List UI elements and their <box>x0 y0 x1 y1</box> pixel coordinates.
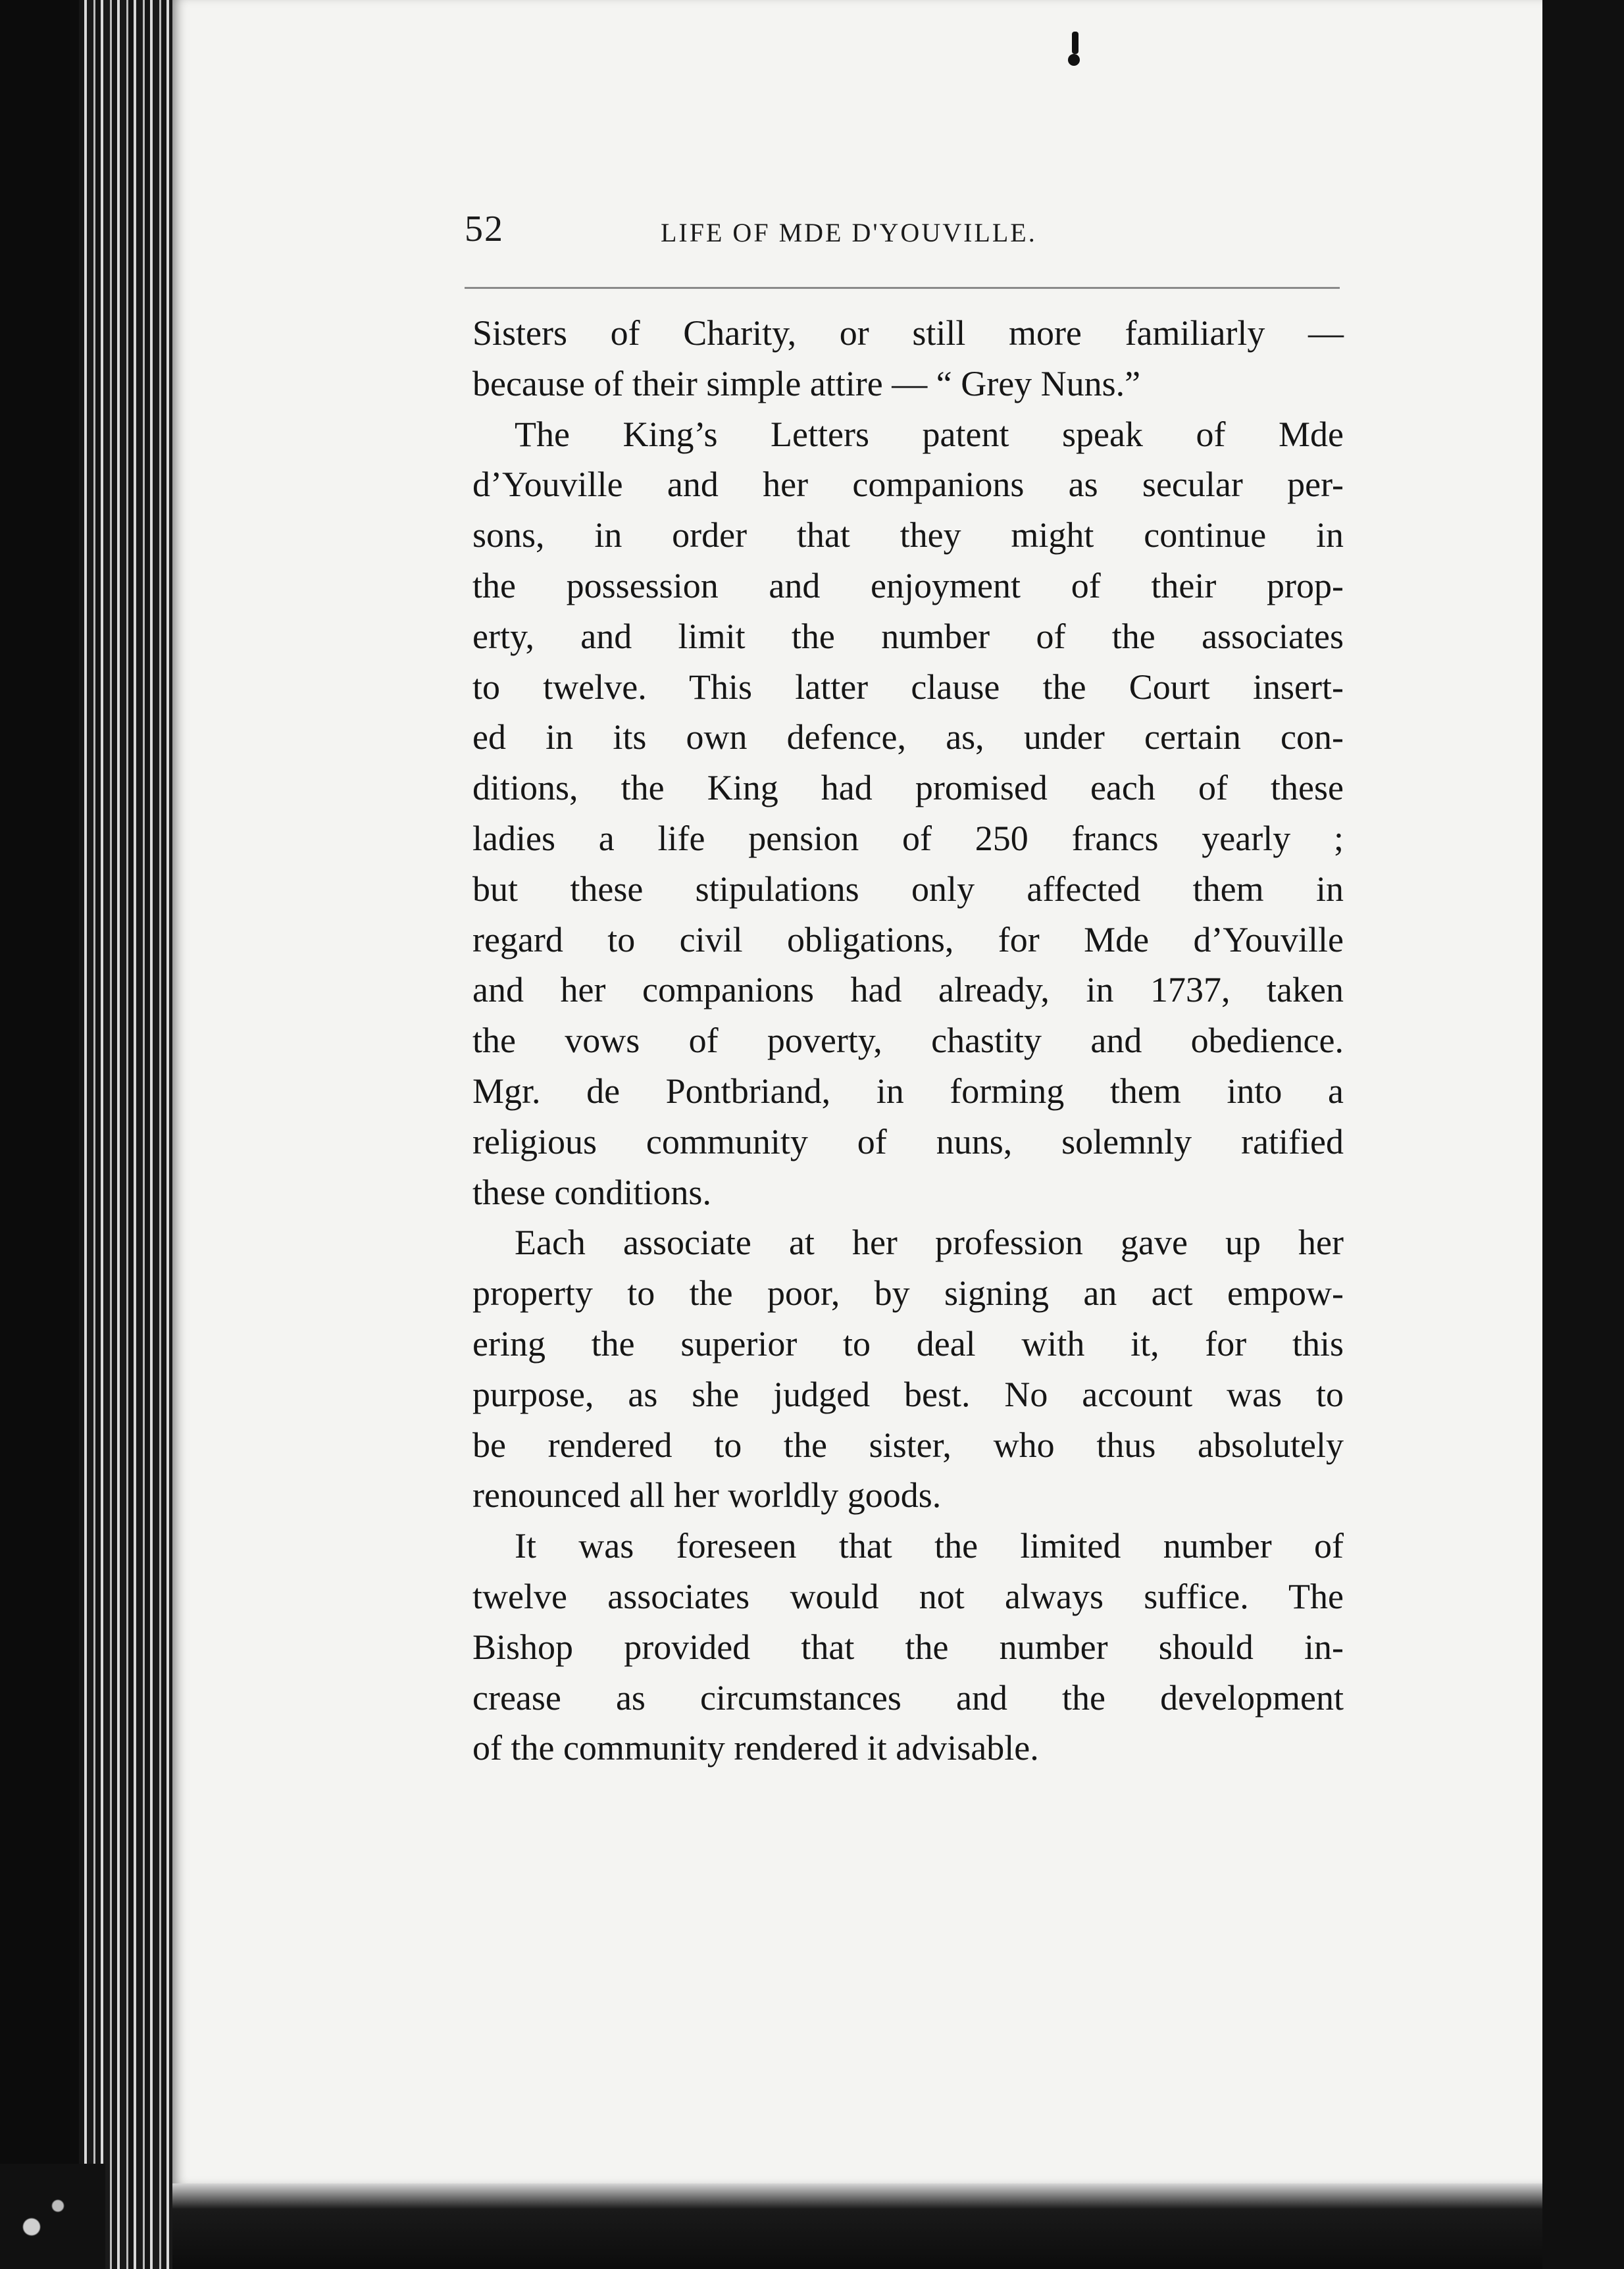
scan-bottom-edge <box>172 2183 1542 2269</box>
text-line: Mgr. de Pontbriand, in forming them into a <box>472 1071 1344 1111</box>
body-text <box>472 308 1344 1773</box>
text-line: The King’s Letters patent speak of Mde <box>515 414 1344 454</box>
text-line: because of their simple attire — “ Grey Nuns.” <box>472 363 1141 403</box>
text-line: Sisters of Charity, or still more familiarly — <box>472 313 1344 353</box>
text-line: purpose, as she judged best. No account was to <box>472 1374 1344 1414</box>
book-page-edges <box>79 0 184 2269</box>
text-line: be rendered to the sister, who thus absolutely <box>472 1425 1344 1465</box>
text-line: erty, and limit the number of the associates <box>472 616 1344 656</box>
header-rule <box>465 287 1340 289</box>
text-line: It was foreseen that the limited number of <box>515 1526 1344 1566</box>
text-line: property to the poor, by signing an act empow- <box>472 1273 1344 1313</box>
text-line: the vows of poverty, chastity and obedience. <box>472 1021 1344 1061</box>
text-line: the possession and enjoyment of their prop- <box>472 565 1344 605</box>
page-header <box>465 208 1340 254</box>
text-line: and her companions had already, in 1737, taken <box>472 970 1344 1010</box>
scan-right-edge <box>1542 0 1624 2269</box>
ink-dot <box>1068 54 1080 66</box>
text-line: to twelve. This latter clause the Court insert- <box>472 667 1344 707</box>
text-line: ditions, the King had promised each of these <box>472 768 1344 808</box>
page-number: 52 <box>465 209 504 249</box>
ink-mark <box>1072 32 1078 54</box>
text-line: ed in its own defence, as, under certain con- <box>472 717 1344 757</box>
text-line: sons, in order that they might continue in <box>472 515 1344 555</box>
text-line: ladies a life pension of 250 francs yearly ; <box>472 818 1344 858</box>
text-line: regard to civil obligations, for Mde d’Youville <box>472 919 1344 959</box>
text-line: ering the superior to deal with it, for this <box>472 1323 1344 1364</box>
text-line: crease as circumstances and the development <box>472 1677 1344 1718</box>
text-line: d’Youville and her companions as secular per- <box>472 465 1344 505</box>
text-line: of the community rendered it advisable. <box>472 1728 1039 1768</box>
text-line: these conditions. <box>472 1172 711 1212</box>
text-line: Each associate at her profession gave up her <box>515 1223 1344 1263</box>
text-line: but these stipulations only affected them in <box>472 869 1344 909</box>
book-corner <box>0 2164 105 2269</box>
running-head: LIFE OF MDE D'YOUVILLE. <box>661 218 1037 247</box>
text-line: religious community of nuns, solemnly ratified <box>472 1121 1344 1161</box>
text-line: renounced all her worldly goods. <box>472 1475 942 1516</box>
text-line: Bishop provided that the number should in- <box>472 1627 1344 1667</box>
text-line: twelve associates would not always suffice. The <box>472 1576 1344 1616</box>
